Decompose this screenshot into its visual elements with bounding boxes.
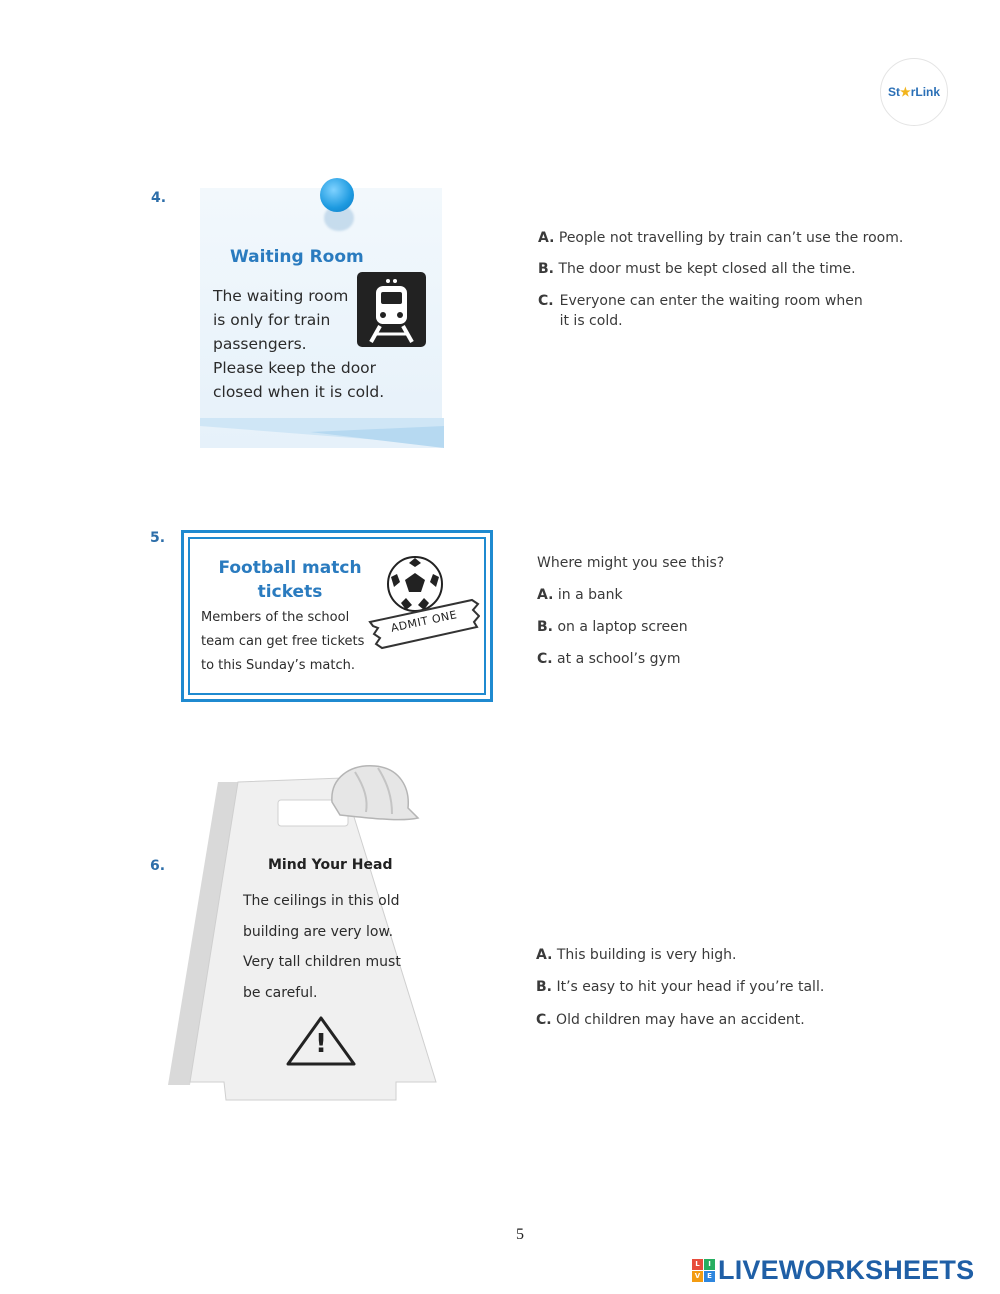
q4-option-a[interactable] [538,228,903,248]
logo-text-b: rLink [910,85,941,99]
option-text: People not travelling by train can’t use the room. [558,230,904,246]
mind-your-head-title: Mind Your Head [268,857,393,873]
option-letter: C. [536,1012,552,1028]
option-letter: A. [538,230,555,246]
waiting-room-title: Waiting Room [230,247,364,267]
question-number-4: 4. [151,190,167,206]
option-letter: B. [536,979,552,995]
block-l: L [692,1259,703,1270]
pushpin-icon [320,178,354,212]
logo-text-a: St [887,85,900,99]
logo-star-icon: ★ [899,85,911,99]
football-sign-text: Members of the school team can get free tickets to this Sunday’s match. [201,610,365,673]
starlink-logo [880,58,948,126]
option-text: Everyone can enter the waiting room when it is cold. [559,293,863,329]
q4-option-b[interactable] [538,259,856,279]
option-text: in a bank [557,587,623,603]
liveworksheets-logo [692,1255,974,1286]
option-letter: A. [536,947,553,963]
admit-one-ticket [368,598,480,650]
q5-option-a[interactable] [537,585,623,605]
option-text: Old children may have an accident. [556,1012,805,1028]
train-icon [357,272,426,347]
option-text: on a laptop screen [557,619,688,635]
q6-option-b[interactable] [536,977,824,997]
option-letter: C. [538,293,554,309]
option-letter: C. [537,651,553,667]
waiting-room-text-2: Please keep the door closed when it is cold. [213,359,385,401]
football-sign-title: Football match tickets [218,558,362,602]
q5-question: Where might you see this? [537,555,725,571]
waiting-room-text-1: The waiting room is only for train passengers. [213,287,349,353]
option-text: at a school’s gym [557,651,681,667]
q6-option-a[interactable] [536,945,736,965]
option-letter: B. [537,619,553,635]
option-letter: B. [538,261,554,277]
page-number: 5 [516,1226,524,1243]
admit-one-label: ADMIT ONE [389,608,459,635]
liveworksheets-brand: LIVEWORKSHEETS [718,1255,975,1285]
q5-option-c[interactable] [537,649,680,669]
q5-option-b[interactable] [537,617,688,637]
q4-option-c[interactable] [538,291,863,331]
option-letter: A. [537,587,554,603]
block-e: E [704,1271,715,1282]
block-i: I [704,1259,715,1270]
question-number-6: 6. [150,858,166,874]
warning-icon [285,1015,357,1067]
question-number-5: 5. [150,530,166,546]
note-fold-shadow [200,418,444,448]
option-text: This building is very high. [556,947,737,963]
warning-symbol: ! [315,1029,327,1059]
block-v: V [692,1271,703,1282]
liveworksheets-blocks-icon [692,1259,715,1282]
q6-option-c[interactable] [536,1010,805,1030]
mind-your-head-text: The ceilings in this old building are very low. Very tall children must be careful. [243,893,401,1001]
option-text: It’s easy to hit your head if you’re tall. [556,979,825,995]
option-text: The door must be kept closed all the time. [558,261,856,277]
